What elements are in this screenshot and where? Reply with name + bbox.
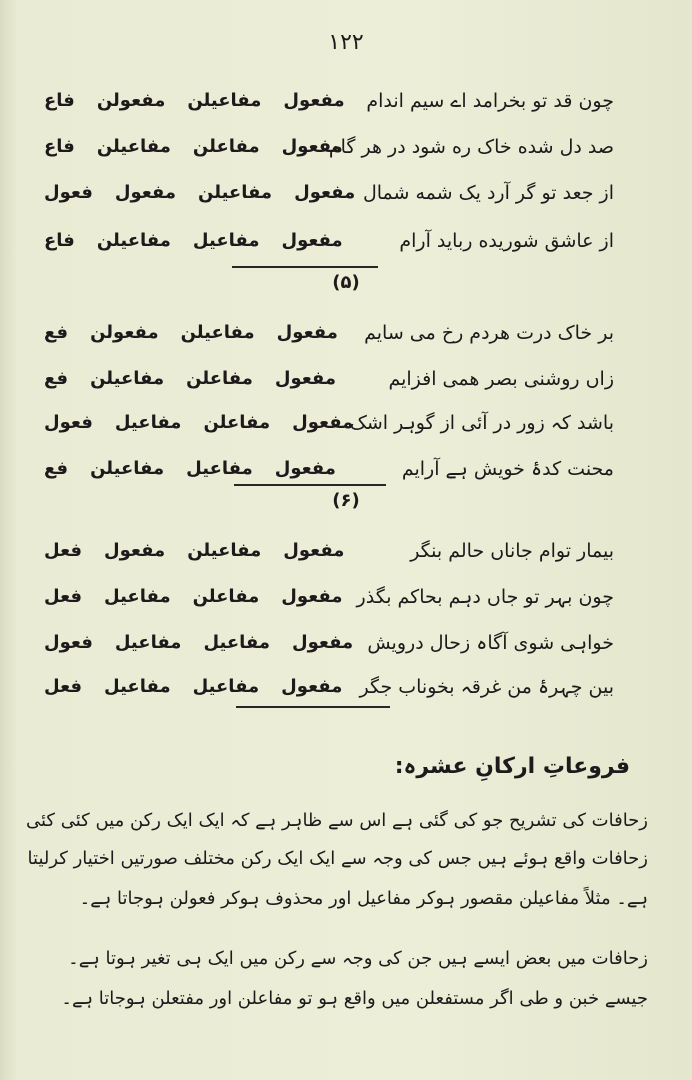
separator-rule	[234, 484, 386, 486]
meter-foot: مفاعیلن	[90, 458, 165, 479]
verse-text: خواہی شوی آگاہ زحال درویش	[367, 632, 614, 654]
meter-feet	[44, 230, 343, 251]
meter-foot: مفعول	[281, 136, 343, 157]
verse-text: بیمار توام جاناں حالم بنگر	[410, 540, 614, 562]
meter-feet	[44, 412, 353, 433]
meter-foot: مفاعیلن	[187, 540, 262, 561]
section-number: (۵)	[332, 272, 360, 293]
meter-feet	[44, 322, 338, 343]
prose-line: جیسے خبن و طی اگر مستفعلن میں واقع ہو تو مفاعلن اور مفتعلن ہوجاتا ہے۔	[61, 988, 648, 1009]
verse-text: صد دل شده خاک ره شود در هر گام	[328, 136, 614, 158]
meter-foot: مفاعیلن	[90, 368, 165, 389]
meter-foot: مفعول	[283, 540, 345, 561]
meter-foot: فع	[44, 368, 69, 389]
meter-foot: مفاعلن	[203, 412, 271, 433]
meter-foot: مفاعیل	[186, 458, 253, 479]
meter-foot: مفاعلن	[192, 136, 260, 157]
verse-line	[44, 364, 614, 398]
meter-foot: فعول	[44, 412, 93, 433]
meter-feet	[44, 586, 342, 607]
meter-foot: مفعولن	[96, 90, 166, 111]
prose-line: زحافات واقع ہوئے ہیں جس کی وجہ سے ایک ایک رکن مختلف صورتیں اختیار کرلیتا	[27, 848, 648, 869]
prose-line: ہے۔ مثلاً مفاعیلن مقصور ہوکر مفاعیل اور محذوف ہوکر فعولن ہوجاتا ہے۔	[79, 888, 648, 909]
meter-foot: مفاعیلن	[96, 136, 171, 157]
meter-foot: فاع	[44, 90, 75, 111]
section-number: (۶)	[332, 490, 360, 511]
meter-feet	[44, 458, 336, 479]
meter-foot: مفعول	[281, 230, 343, 251]
meter-foot: مفعول	[283, 90, 345, 111]
meter-foot: مفعول	[114, 182, 177, 203]
meter-foot: مفاعیل	[104, 676, 171, 697]
verse-line	[44, 582, 614, 616]
meter-foot: فعل	[44, 586, 83, 607]
meter-foot: مفاعیل	[192, 676, 260, 697]
meter-foot: مفعول	[294, 182, 356, 203]
prose-line: زحافات کی تشریح جو کی گئی ہے اس سے ظاہر ہے کہ ایک ایک رکن میں کئی کئی	[26, 810, 648, 831]
verse-text: از عاشق شوریده رباید آرام	[399, 230, 614, 252]
verse-line	[44, 86, 614, 120]
verse-text: چون قد تو بخرامد اے سیم اندام	[366, 90, 614, 112]
separator-rule	[232, 266, 378, 268]
meter-foot: مفعول	[276, 322, 338, 343]
verse-line	[44, 318, 614, 352]
verse-text: از جعد تو گر آرد یک شمه شمال	[362, 182, 614, 204]
section-heading: فروعاتِ ارکانِ عشرہ:	[394, 754, 630, 779]
verse-line	[44, 628, 614, 662]
meter-foot: مفعولن	[90, 322, 159, 343]
verse-text: محنت کدۂ خویش ہے آرایم	[401, 458, 614, 480]
prose-line: زحافات میں بعض ایسے ہیں جن کی وجہ سے رکن میں ایک ہی تغیر ہوتا ہے۔	[68, 948, 648, 969]
meter-foot: فاع	[44, 136, 75, 157]
verse-text: چون بہر تو جاں دہم بحاکم بگذر	[356, 586, 614, 608]
verse-line	[44, 226, 614, 260]
meter-foot: مفاعیل	[104, 586, 171, 607]
meter-foot: مفاعیل	[114, 412, 182, 433]
verse-line	[44, 536, 614, 570]
verse-line	[44, 178, 614, 212]
meter-foot: مفاعیلن	[180, 322, 255, 343]
meter-foot: فعول	[44, 632, 93, 653]
meter-foot: مفعول	[281, 676, 343, 697]
meter-foot: مفاعلن	[192, 586, 260, 607]
meter-feet	[44, 540, 344, 561]
meter-foot: مفعول	[292, 632, 354, 653]
meter-feet	[44, 136, 343, 157]
meter-foot: مفاعیل	[203, 632, 271, 653]
meter-foot: فعل	[44, 540, 83, 561]
meter-foot: مفعول	[292, 412, 354, 433]
meter-foot: فع	[44, 458, 69, 479]
verse-line	[44, 408, 614, 442]
meter-foot: فاع	[44, 230, 75, 251]
meter-foot: فع	[44, 322, 69, 343]
page-number: ۱۲۲	[328, 30, 364, 55]
verse-text: باشد کہ زور در آئی از گوہر اشک	[349, 412, 614, 434]
verse-line	[44, 454, 614, 488]
meter-foot: مفاعیل	[114, 632, 182, 653]
meter-foot: مفاعلن	[186, 368, 253, 389]
meter-foot: مفاعیلن	[198, 182, 273, 203]
meter-foot: مفعول	[274, 368, 337, 389]
separator-rule	[236, 706, 390, 708]
verse-text: بر خاک درت هردم رخ می سایم	[364, 322, 614, 344]
meter-feet	[44, 90, 345, 111]
meter-foot: فعول	[44, 182, 93, 203]
meter-foot: مفاعیل	[192, 230, 260, 251]
meter-foot: مفعول	[274, 458, 336, 479]
verse-line	[44, 672, 614, 706]
meter-foot: مفاعیلن	[96, 230, 171, 251]
meter-foot: فعل	[44, 676, 83, 697]
meter-feet	[44, 368, 336, 389]
meter-feet	[44, 676, 342, 697]
meter-foot: مفعول	[281, 586, 343, 607]
verse-line	[44, 132, 614, 166]
meter-foot: مفعول	[104, 540, 166, 561]
verse-text: زاں روشنی بصر همی افزایم	[388, 368, 614, 390]
verse-text: بین چہرۂ من غرقہ بخوناب جگر	[359, 676, 614, 698]
meter-feet	[44, 182, 355, 203]
meter-feet	[44, 632, 353, 653]
meter-foot: مفاعیلن	[187, 90, 262, 111]
